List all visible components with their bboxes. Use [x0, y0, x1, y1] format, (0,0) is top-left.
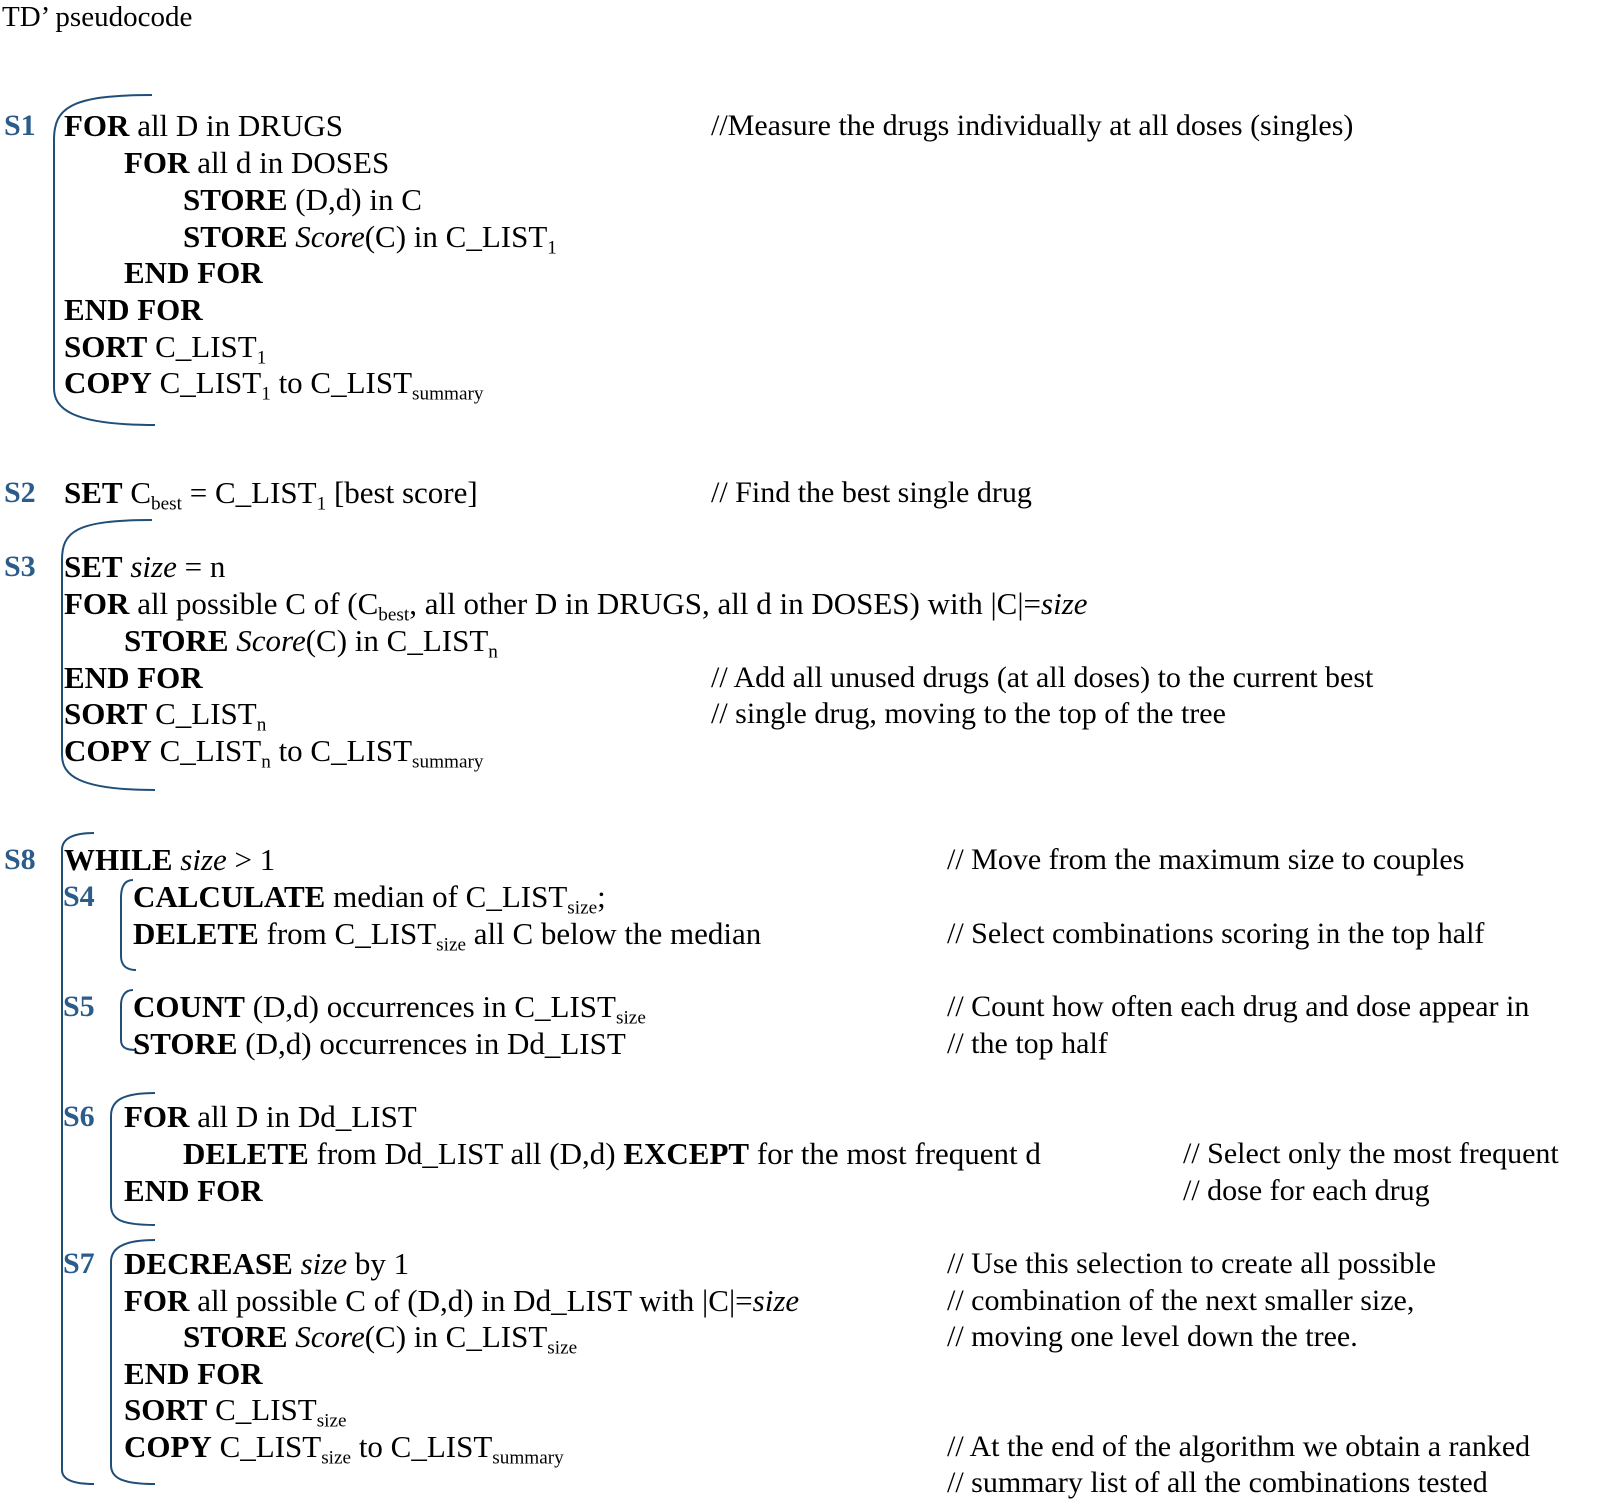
score-fn: Score: [236, 623, 306, 658]
keyword: DELETE: [133, 916, 259, 951]
code-text: from C_LIST: [258, 916, 437, 951]
keyword: END FOR: [124, 1356, 263, 1391]
code-text: all possible C of (D,d) in Dd_LIST with |C|=: [189, 1283, 753, 1318]
comment: // combination of the next smaller size,: [947, 1284, 1415, 1317]
code-text: C: [122, 475, 152, 510]
code-text: [best score]: [326, 475, 478, 510]
code-line: [124, 1392, 347, 1432]
keyword: END FOR: [64, 660, 203, 695]
code-line: [64, 365, 484, 405]
code-text: C_LIST: [211, 1429, 322, 1464]
code-text: (C) in C_LIST: [364, 219, 548, 254]
code-line: [124, 1429, 564, 1469]
code-line: [133, 879, 606, 919]
keyword: EXCEPT: [623, 1136, 750, 1171]
code-text: all d in DOSES: [189, 145, 390, 180]
keyword: SET: [64, 549, 123, 584]
comment: // Select combinations scoring in the top half: [947, 917, 1485, 950]
code-text: median of C_LIST: [325, 879, 568, 914]
keyword: STORE: [124, 623, 229, 658]
code-text: C_LIST: [151, 733, 262, 768]
subscript: best: [151, 493, 182, 515]
code-text: to C_LIST: [270, 733, 413, 768]
code-text: by 1: [347, 1246, 410, 1281]
keyword: FOR: [124, 145, 190, 180]
keyword: SORT: [64, 696, 148, 731]
keyword: DECREASE: [124, 1246, 293, 1281]
code-line: [64, 475, 478, 515]
subscript: 1: [261, 383, 271, 405]
size-var: size: [1041, 586, 1088, 621]
code-line: [124, 145, 389, 181]
code-line: [64, 292, 203, 328]
keyword: FOR: [124, 1283, 190, 1318]
code-text: (D,d) occurrences in C_LIST: [244, 989, 616, 1024]
code-text: (D,d) occurrences in Dd_LIST: [237, 1026, 626, 1061]
code-text: all D in Dd_LIST: [189, 1099, 417, 1134]
code-line: [64, 696, 267, 736]
code-text: to C_LIST: [270, 365, 413, 400]
keyword: STORE: [183, 182, 288, 217]
code-text: C_LIST: [147, 696, 257, 731]
subscript: summary: [492, 1447, 564, 1469]
keyword: COPY: [64, 733, 152, 768]
keyword: STORE: [133, 1026, 238, 1061]
code-line: [124, 1283, 799, 1319]
comment: // summary list of all the combinations tested: [947, 1466, 1488, 1499]
keyword: FOR: [64, 586, 130, 621]
code-text: (C) in C_LIST: [305, 623, 489, 658]
comment: // Add all unused drugs (at all doses) to the current best: [711, 661, 1374, 694]
comment: // Count how often each drug and dose appear in: [947, 990, 1530, 1023]
keyword: SORT: [124, 1392, 208, 1427]
code-line: [124, 623, 498, 663]
keyword: SET: [64, 475, 123, 510]
comment: // Find the best single drug: [711, 476, 1032, 509]
subscript: 1: [547, 237, 557, 259]
bracket-s8: [62, 833, 94, 1484]
subscript: best: [378, 604, 410, 626]
comment: // moving one level down the tree.: [947, 1320, 1358, 1353]
comment: // Select only the most frequent: [1183, 1137, 1559, 1170]
step-label-s6: S6: [63, 1100, 95, 1133]
score-fn: Score: [295, 1319, 365, 1354]
subscript: size: [316, 1410, 347, 1432]
code-text: all C below the median: [466, 916, 762, 951]
score-fn: Score: [295, 219, 365, 254]
keyword: COPY: [64, 365, 152, 400]
subscript: size: [321, 1447, 352, 1469]
code-line: [64, 108, 343, 144]
code-text: = C_LIST: [181, 475, 317, 510]
keyword: DELETE: [183, 1136, 309, 1171]
code-line: [124, 255, 263, 291]
code-line: [183, 182, 422, 218]
size-var: size: [300, 1246, 348, 1281]
step-label-s4: S4: [63, 880, 95, 913]
code-line: [64, 733, 484, 773]
code-line: [124, 1356, 263, 1392]
keyword: FOR: [124, 1099, 190, 1134]
code-line: [64, 586, 1088, 626]
subscript: 1: [256, 347, 267, 369]
keyword: END FOR: [124, 255, 263, 290]
keyword: COUNT: [133, 989, 245, 1024]
code-text: C_LIST: [207, 1392, 317, 1427]
code-line: [124, 1246, 409, 1282]
step-label-s2: S2: [4, 476, 36, 509]
subscript: 1: [316, 493, 327, 515]
comment: // the top half: [947, 1027, 1108, 1060]
code-text: C_LIST: [151, 365, 262, 400]
keyword: COPY: [124, 1429, 212, 1464]
code-line: [64, 660, 203, 696]
keyword: END FOR: [124, 1173, 263, 1208]
code-text: , all other D in DRUGS, all d in DOSES) with |C|=: [409, 586, 1042, 621]
size-var: size: [130, 549, 177, 584]
size-var: size: [752, 1283, 800, 1318]
code-line: [64, 329, 267, 369]
subscript: size: [615, 1007, 646, 1029]
subscript: summary: [412, 383, 484, 405]
code-line: [133, 1026, 626, 1062]
step-label-s8: S8: [4, 843, 36, 876]
code-line: [183, 1136, 1041, 1172]
keyword: FOR: [64, 108, 130, 143]
keyword: CALCULATE: [133, 879, 326, 914]
step-label-s5: S5: [63, 990, 95, 1023]
code-line: [124, 1173, 263, 1209]
code-line: [133, 916, 762, 956]
subscript: n: [261, 751, 271, 773]
code-text: to C_LIST: [351, 1429, 493, 1464]
page-title: TD’ pseudocode: [2, 1, 193, 33]
subscript: size: [547, 1337, 578, 1359]
code-text: all D in DRUGS: [129, 108, 344, 143]
comment: // At the end of the algorithm we obtain a ranked: [947, 1430, 1531, 1463]
step-label-s7: S7: [63, 1247, 95, 1280]
subscript: n: [488, 641, 498, 663]
code-text: = n: [176, 549, 226, 584]
subscript: size: [567, 897, 598, 919]
comment: //Measure the drugs individually at all doses (singles): [711, 109, 1354, 142]
comment: // Use this selection to create all possible: [947, 1247, 1437, 1280]
subscript: summary: [412, 751, 484, 773]
comment: // dose for each drug: [1183, 1174, 1430, 1207]
comment: // Move from the maximum size to couples: [947, 843, 1465, 876]
code-line: [64, 549, 225, 585]
code-line: [183, 1319, 578, 1359]
code-text: C_LIST: [147, 329, 257, 364]
step-label-s1: S1: [4, 109, 36, 142]
subscript: size: [436, 934, 467, 956]
code-text: all possible C of (C: [129, 586, 379, 621]
keyword: STORE: [183, 1319, 288, 1354]
code-line: [133, 989, 646, 1029]
comment: // single drug, moving to the top of the tree: [711, 697, 1226, 730]
code-line: [183, 219, 557, 259]
code-text: ;: [597, 879, 606, 914]
code-text: from Dd_LIST all (D,d): [308, 1136, 624, 1171]
keyword: WHILE: [64, 842, 173, 877]
keyword: SORT: [64, 329, 148, 364]
code-line: [124, 1099, 417, 1135]
keyword: END FOR: [64, 292, 203, 327]
code-text: for the most frequent d: [749, 1136, 1041, 1171]
code-text: (D,d) in C: [287, 182, 422, 217]
keyword: STORE: [183, 219, 288, 254]
subscript: n: [256, 714, 267, 736]
step-label-s3: S3: [4, 550, 36, 583]
size-var: size: [180, 842, 227, 877]
code-text: > 1: [226, 842, 276, 877]
code-line: [64, 842, 275, 878]
code-text: (C) in C_LIST: [364, 1319, 548, 1354]
